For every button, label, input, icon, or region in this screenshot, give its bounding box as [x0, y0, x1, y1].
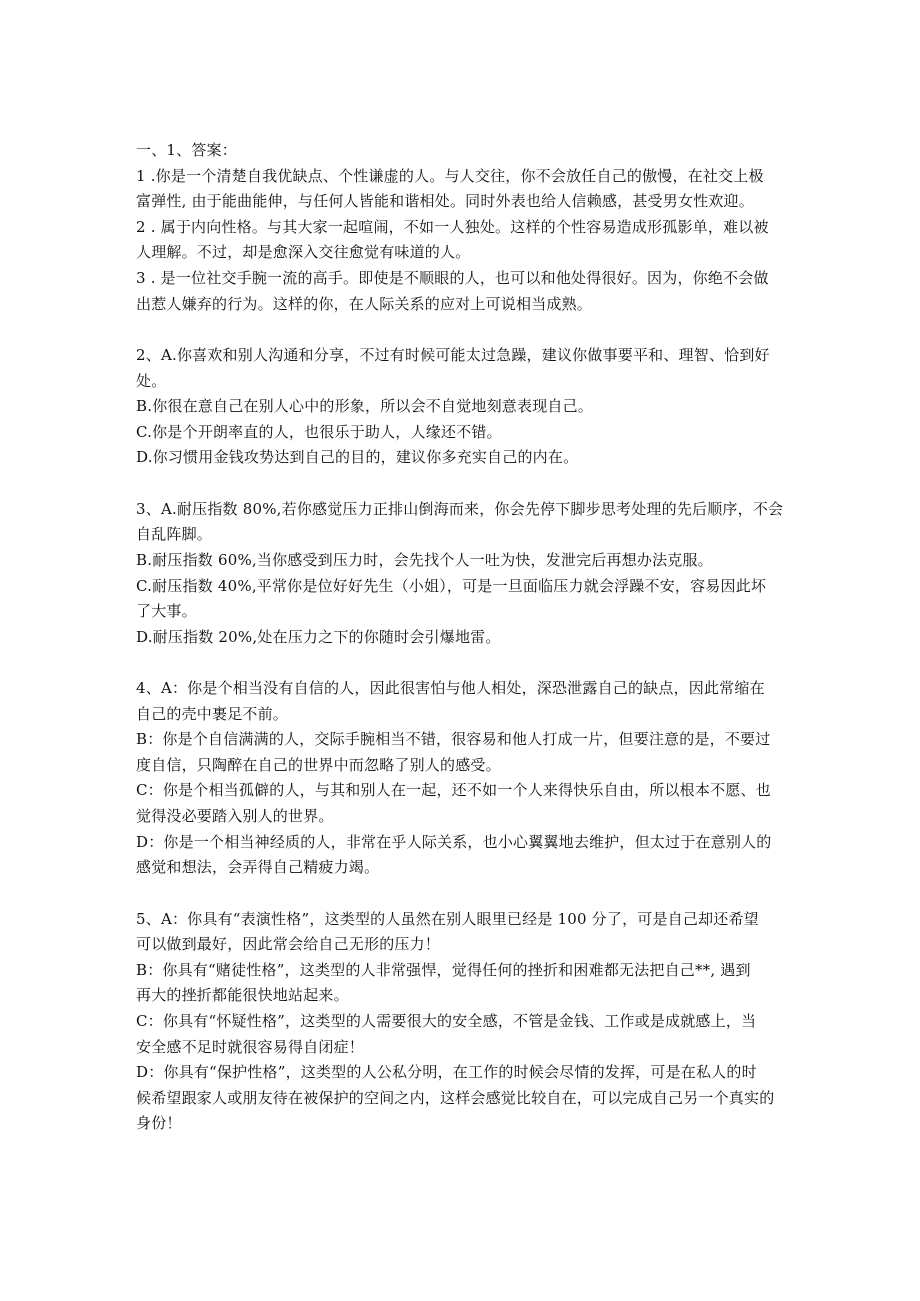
text-line: B：你具有“赌徒性格”，这类型的人非常强悍，觉得任何的挫折和困难都无法把自己**, 遇到 [136, 960, 751, 979]
text-line: 觉得没必要踏入别人的世界。 [136, 807, 334, 826]
section-spacer [136, 317, 786, 343]
text-line: 安全感不足时就很容易得自闭症！ [136, 1037, 365, 1056]
text-line: 2 . 属于内向性格。与其大家一起喧闹，不如一人独处。这样的个性容易造成形孤影单，难以被 [136, 217, 769, 236]
text-line: 3、A.耐压指数 80%,若你感觉压力正排山倒海而来，你会先停下脚步思考处理的先后顺序，不会 [136, 499, 784, 518]
text-line: C：你具有“怀疑性格”，这类型的人需要很大的安全感，不管是金钱、工作或是成就感上，当 [136, 1012, 757, 1030]
answer-section-5 [136, 907, 786, 1137]
text-line: 度自信，只陶醉在自己的世界中而忽略了别人的感受。 [136, 755, 501, 774]
text-line: C：你是个相当孤僻的人，与其和别人在一起，还不如一个人来得快乐自由，所以根本不愿、也 [136, 781, 771, 800]
section-spacer [136, 471, 786, 497]
text-line: D.你习惯用金钱攻势达到自己的目的，建议你多充实自己的内在。 [136, 448, 579, 467]
section-spacer [136, 881, 786, 907]
text-line: D.耐压指数 20%,处在压力之下的你随时会引爆地雷。 [136, 627, 501, 646]
text-line: 4、A：你是个相当没有自信的人，因此很害怕与他人相处，深恐泄露自己的缺点，因此常缩在 [136, 679, 765, 698]
section-spacer [136, 650, 786, 676]
text-line: 1 .你是一个清楚自我优缺点、个性谦虚的人。与人交往，你不会放任自己的傲慢，在社交上极 [136, 166, 764, 185]
text-line: 了大事。 [136, 602, 197, 621]
answer-section-2 [136, 343, 786, 471]
text-line: 2、A.你喜欢和别人沟通和分享，不过有时候可能太过急躁，建议你做事要平和、理智、恰到好 [136, 345, 770, 364]
text-line: 候希望跟家人或朋友待在被保护的空间之内，这样会感觉比较自在，可以完成自己另一个真实的 [136, 1088, 775, 1107]
text-line: 可以做到最好，因此常会给自己无形的压力！ [136, 935, 441, 954]
text-line: 一、1、答案： [136, 141, 237, 159]
answer-section-3 [136, 497, 786, 651]
text-line: 5、A：你具有“表演性格”，这类型的人虽然在别人眼里已经是 100 分了，可是自己却还希望 [136, 909, 759, 928]
text-line: 再大的挫折都能很快地站起来。 [136, 986, 349, 1005]
text-line: D：你具有“保护性格”，这类型的人公私分明，在工作的时候会尽情的发挥，可是在私人的时 [136, 1063, 757, 1082]
text-line: 人理解。不过，却是愈深入交往愈觉有味道的人。 [136, 243, 471, 262]
text-line: C.耐压指数 40%,平常你是位好好先生（小姐），可是一旦面临压力就会浮躁不安，容易因此坏 [136, 576, 767, 595]
text-line: 感觉和想法，会弄得自己精疲力竭。 [136, 858, 380, 877]
answer-section-4 [136, 676, 786, 881]
text-line: B.你很在意自己在别人心中的形象，所以会不自觉地刻意表现自己。 [136, 397, 593, 416]
text-line: 自己的壳中裹足不前。 [136, 704, 289, 723]
text-line: 处。 [136, 371, 167, 390]
answer-section-1 [136, 138, 786, 317]
text-line: D：你是一个相当神经质的人，非常在乎人际关系，也小心翼翼地去维护，但太过于在意别人的 [136, 832, 772, 851]
text-line: C.你是个开朗率直的人，也很乐于助人，人缘还不错。 [136, 422, 502, 441]
text-line: 出惹人嫌弃的行为。这样的你，在人际关系的应对上可说相当成熟。 [136, 294, 593, 313]
text-line: 自乱阵脚。 [136, 525, 213, 544]
text-line: 身份！ [136, 1114, 182, 1133]
document-body [136, 138, 786, 1137]
text-line: 3 . 是一位社交手腕一流的高手。即使是不顺眼的人，也可以和他处得很好。因为，你绝不会做 [136, 268, 769, 287]
text-line: 富弹性, 由于能曲能伸，与任何人皆能和谐相处。同时外表也给人信赖感，甚受男女性欢迎。 [136, 192, 754, 211]
text-line: B.耐压指数 60%,当你感受到压力时，会先找个人一吐为快，发泄完后再想办法克服。 [136, 550, 713, 569]
text-line: B：你是个自信满满的人，交际手腕相当不错，很容易和他人打成一片，但要注意的是，不要过 [136, 730, 771, 749]
